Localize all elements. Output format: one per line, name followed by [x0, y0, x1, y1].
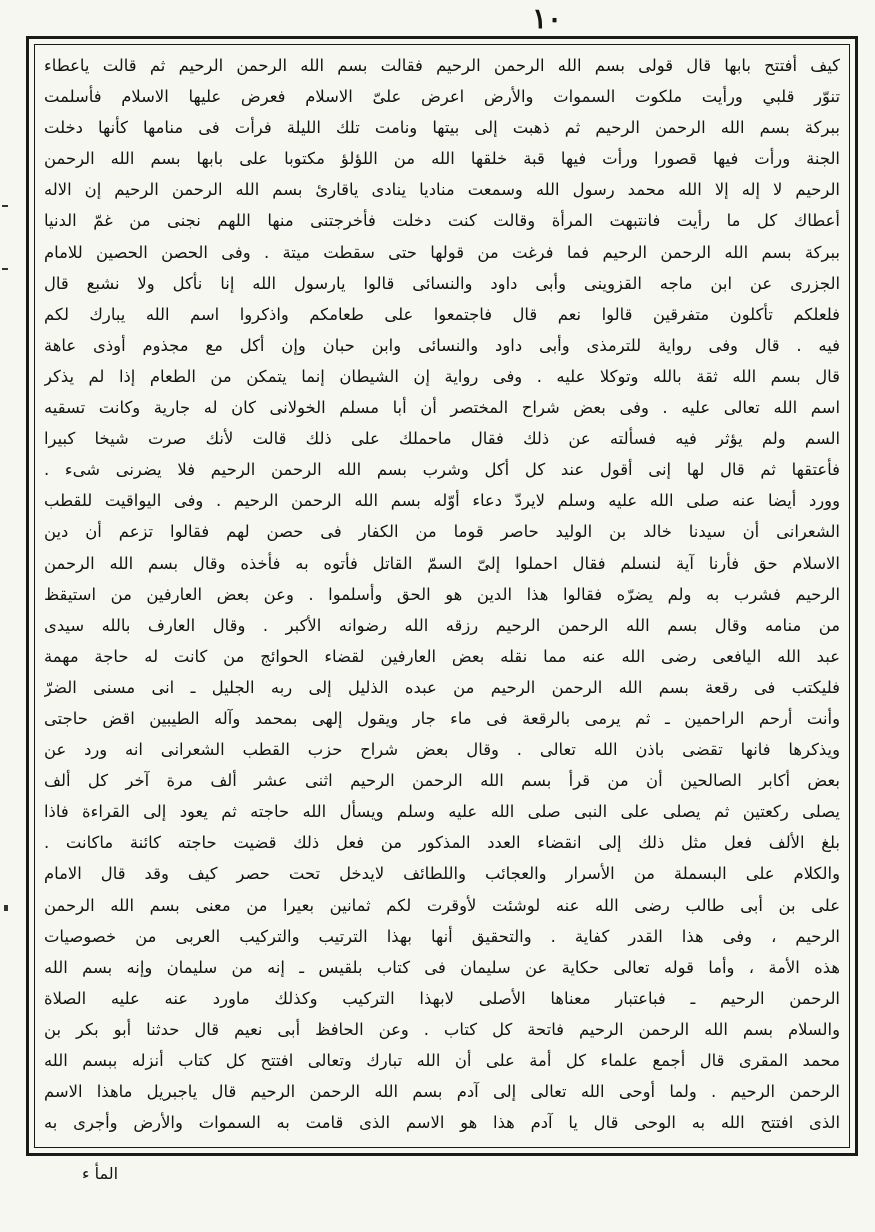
text-line: والسلام بسم الله الرحمن الرحيم فاتحة كل كتاب . وعن الحافظ أبى نعيم قال حدثنا أبو بكر بن — [44, 1019, 840, 1039]
margin-mark — [2, 268, 8, 270]
text-line: تنوّر قلبي ورأيت ملكوت السموات والأرض اعرض علىّ الاسلام فعرض عليها الاسلام فأسلمت — [44, 87, 840, 107]
text-line: وأنت أرحم الراحمين ـ ثم يرمى بالرقعة فى ماء جار ويقول إلهى بمحمد وآله الطيبين اقض حاجتى — [44, 708, 840, 728]
text-line: ببركة بسم الله الرحمن الرحيم فما فرغت من قولها حتى سقطت ميتة . وفى الحصن الحصين للامام — [44, 242, 840, 262]
text-line: الرحمن الرحيم . ولما أوحى الله تعالى إلى آدم بسم الله الرحمن الرحيم قال ياجبريل ماهذا الاسم — [44, 1082, 840, 1102]
text-line: عبد الله اليافعى رضى الله عنه مما نقله بعض العارفين لقضاء الحوائج من كانت له حاجة مهمة — [44, 646, 840, 666]
margin-mark — [4, 905, 8, 911]
text-line: بعض أكابر الصالحين أن من قرأ بسم الله الرحمن الرحيم اثنى عشر ألف مرة آخر كل ألف — [44, 771, 840, 791]
text-line: الجزرى عن ابن ماجه القزوينى وأبى داود والنسائى قالوا يارسول الله إنا نأكل ولا نشبع قال — [44, 273, 840, 293]
text-line: بلغ الألف فعل مثل ذلك إلى انقضاء العدد المذكور من فعل ذلك قضيت حاجته كائنة ماكانت . — [44, 833, 840, 853]
text-line: الاسلام حق فأرنا آية لنسلم فقال احملوا إلىّ السمّ القاتل فأتوه به فأخذه وقال بسم الله الرحمن — [44, 553, 840, 573]
text-line: ببركة بسم الله الرحمن الرحيم ثم ذهبت إلى بيتها ونامت تلك الليلة فرأت فى منامها كأنها دخلت — [44, 118, 840, 138]
text-line: من منامه وقال بسم الله الرحمن الرحيم رزقه الله رضوانه الأكبر . وقال العارف بالله سيدى — [44, 615, 840, 635]
page-number: ١٠ — [532, 2, 563, 35]
text-line: هذه الأمة ، وأما قوله تعالى حكاية عن سليمان فى كتاب بلقيس ـ إنه من سليمان وإنه بسم الله — [44, 957, 840, 977]
body-text — [44, 50, 840, 1145]
text-line: ويذكرها فانها تقضى باذن الله تعالى . وقال بعض شراح حزب القطب الشعرانى انه ورد عن — [44, 740, 840, 760]
text-line: الرحيم لا إله إلا الله محمد رسول الله وسمعت مناديا ينادى ياقارئ بسم الله الرحمن الرحيم إن الاله — [44, 180, 840, 200]
text-line: فيه . قال وفى رواية للترمذى وأبى داود والنسائى وابن حبان وإن أكل مع مجذوم أوذى عاهة — [44, 335, 840, 355]
text-line: فلعلكم تأكلون متفرقين قالوا نعم قال فاجتمعوا على طعامكم واذكروا اسم الله يبارك لكم — [44, 304, 840, 324]
text-line: أعطاك كل ما رأيت فانتبهت المرأة وقالت كنت دخلت فأخرجتنى منها اللهم نجنى من غمّ الدنيا — [44, 211, 840, 231]
text-line: والكلام على البسملة من الأسرار والعجائب واللطائف لايدخل تحت حصر كيف وقد قال الامام — [44, 864, 840, 884]
text-line: وورد أيضا عنه صلى الله عليه وسلم لايردّ دعاء أوّله بسم الله الرحمن الرحيم . وفى اليواقيت للقطب — [44, 491, 840, 511]
margin-mark — [2, 205, 8, 207]
page-footer-catchword: المأ ء — [82, 1164, 119, 1183]
text-line: اسم الله تعالى عليه . وفى بعض شراح المختصر أن أبا مسلم الخولانى كان له جارية وكانت تسقيه — [44, 398, 840, 418]
text-line: قال بسم الله ثقة بالله وتوكلا عليه . وفى رواية إن الشيطان إنما يتمكن من الطعام إذا لم يذكر — [44, 366, 840, 386]
text-line: الجنة ورأت فيها قصورا ورأت فيها قبة خلقها الله من اللؤلؤ مكتوبا على بابها بسم الله الرحمن — [44, 149, 840, 169]
text-line: الرحيم ، وفى هذا القدر كفاية . والتحقيق أنها بهذا الترتيب والتركيب العربى من خصوصيات — [44, 926, 840, 946]
text-line: الشعرانى أن سيدنا خالد بن الوليد حاصر قوما من الكفار فى حصن لهم فقالوا تزعم أن دين — [44, 522, 840, 542]
text-line: الذى افتتح الله به الوحى قال يا آدم هذا هو الاسم الذى قامت به السموات والأرض وأجرى به — [44, 1113, 840, 1133]
text-line: فليكتب فى رقعة بسم الله الرحمن الرحيم من عبده الذليل إلى ربه الجليل ـ انى مسنى الضرّ — [44, 677, 840, 697]
text-line: على بن أبى طالب رضى الله عنه لوشئت لأوقرت لكم ثمانين بعيرا من معنى بسم الله الرحمن — [44, 895, 840, 915]
text-line: كيف أفتتح بابها قال قولى بسم الله الرحمن الرحيم فقالت بسم الله الرحمن الرحيم ثم قالت ياعطاء — [44, 56, 840, 75]
text-line: الرحمن الرحيم ـ فباعتبار معناها الأصلى لابهذا التركيب وكذلك ماورد عنه عليه الصلاة — [44, 988, 840, 1008]
text-line: الرحيم فشرب به ولم يضرّه فقالوا هذا الدين هو الحق وأسلموا . وعن بعض العارفين من استيقظ — [44, 584, 840, 604]
text-line: السم ولم يؤثر فيه فسألته عن ذلك فقال ماحملك على ذلك قالت لأنك صرت شيخا كبيرا — [44, 429, 840, 449]
text-line: يصلى ركعتين ثم يصلى على النبى صلى الله عليه وسلم ويسأل الله حاجته ثم يعود إلى القراءة فاذا — [44, 802, 840, 822]
text-line: فأعتقها ثم قال لها إنى أقول عند كل أكل وشرب بسم الله الرحمن الرحيم فلا يضرنى شىء . — [44, 460, 840, 480]
text-line: محمد المقرى قال أجمع علماء كل أمة على أن الله تبارك وتعالى افتتح كل كتاب أنزله ببسم الله — [44, 1051, 840, 1070]
